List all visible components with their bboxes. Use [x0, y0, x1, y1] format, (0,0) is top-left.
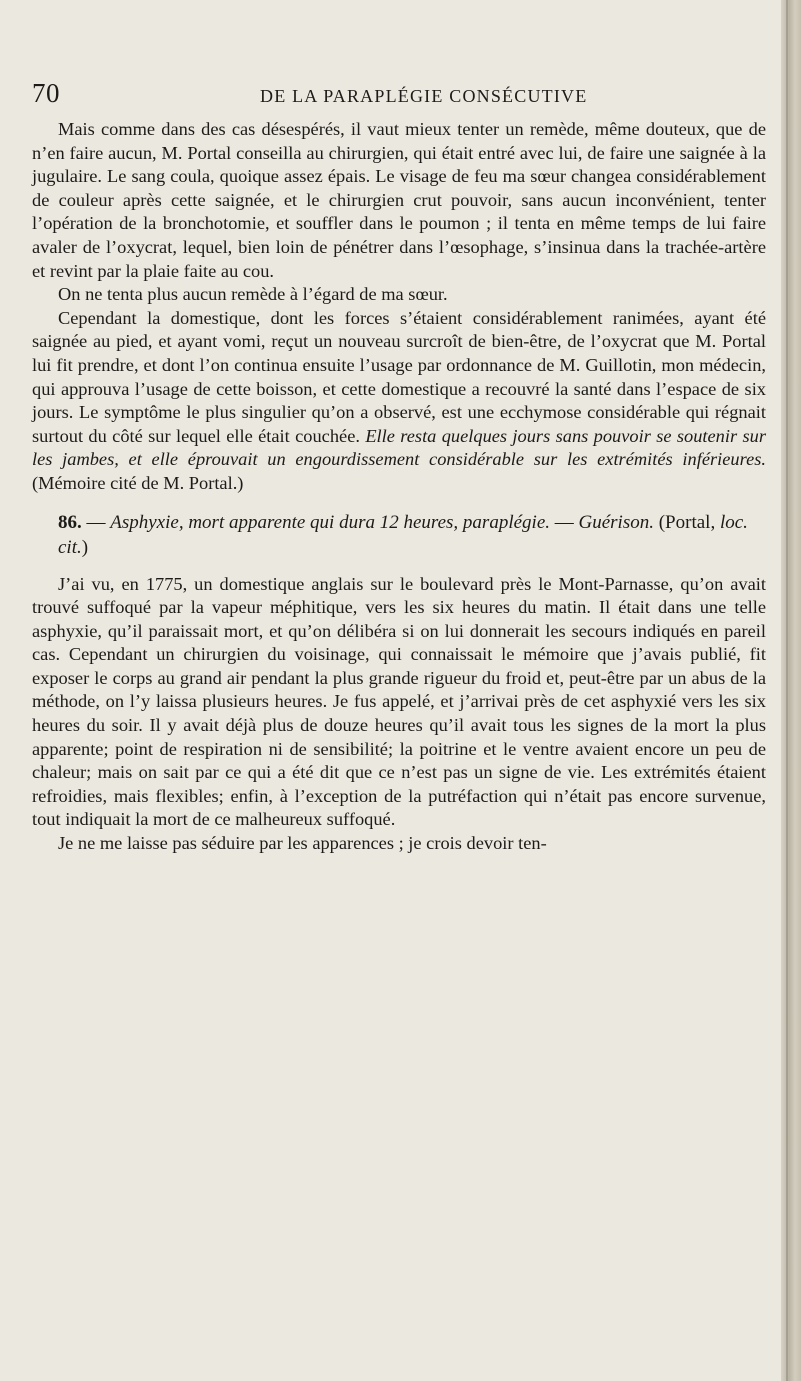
paragraph-5: Je ne me laisse pas séduire par les apparences ; je crois devoir ten-	[58, 833, 547, 854]
case-number: 86.	[58, 511, 82, 533]
paragraph-3-italic: Elle resta quelques jours sans pouvoir se soutenir sur les jambes, et elle éprouvait un engourdissement considérable sur les extrémités inférieures.	[32, 425, 766, 470]
case-cure: Guérison.	[578, 511, 654, 533]
paragraph-3	[32, 307, 766, 496]
case-source-end: )	[81, 536, 89, 558]
page-header	[32, 78, 762, 108]
page-edge-line	[786, 0, 788, 1381]
paragraph-4: J’ai vu, en 1775, un domestique anglais sur le boulevard près le Mont-Parnasse, qu’on avait trouvé suffoqué par la vapeur méphitique, vers les six heures du matin. Il était dans une telle asphyxie, qu’il paraissait mort, et qu’on délibéra si on lui donnerait les secours indiqués en pareil cas. Cependant un chirurgien du voisinage, qui connaissait le mémoire que j’avais publié, fit exposer le corps au grand air pendant la plus grande rigueur du froid et, peut-être par un abus de la méthode, on l’y laissa plusieurs heures. Je fus appelé, et j’arrivai près de cet asphyxié vers les six heures du soir. Il y avait déjà plus de douze heures qu’il avait tous les signes de la mort la plus apparente; point de respiration ni de sensibilité; la poitrine et le ventre avaient encore un peu de chaleur; mais on sait par ce qui a été dit que ce n’est pas un signe de vie. Les extrémités étaient refroidies, mais flexibles; enfin, à l’exception de la putréfaction qui n’était pas encore survenue, tout indiquait la mort de ce malheureux suffoqué.	[32, 573, 766, 830]
paragraph-3-text: Cependant la domestique, dont les forces s’étaient considérablement ranimées, ayant été saignée au pied, et ayant vomi, reçut un nouveau surcroît de bien-être, de l’oxycrat que M. Portal lui fit prendre, et dont l’on continua ensuite l’usage par ordonnance de M. Guillotin, mon médecin, qui approuva l’usage de cette boisson, et cette domestique a recouvré la santé dans l’espace de six jours. Le symptôme le plus singulier qu’on a observé, est une ecchymose considérable qui régnait surtout du côté sur lequel elle était couchée.	[32, 307, 766, 446]
case-source-italic: loc. cit.	[58, 511, 748, 558]
running-head: DE LA PARAPLÉGIE CONSÉCUTIVE	[260, 86, 588, 106]
paragraph-3-end: (Mémoire cité de M. Portal.)	[32, 472, 244, 493]
case-dash: —	[86, 511, 106, 533]
case-heading	[32, 510, 766, 560]
body-text	[32, 118, 766, 856]
case-source: (Portal,	[658, 511, 716, 533]
paragraph-1: Mais comme dans des cas désespérés, il vaut mieux tenter un remède, même douteux, que de n’en faire aucun, M. Portal conseilla au chirurgien, qui était entré avec lui, de faire une saignée à la jugulaire. Le sang coula, quoique assez épais. Le visage de feu ma sœur changea considérablement de couleur après cette saignée, et le chirurgien crut pouvoir, sans aucun inconvénient, tenter l’opération de la bronchotomie, et souffler dans le poumon ; il tenta en même temps de lui faire avaler de l’oxycrat, lequel, bien loin de pénétrer dans l’œsophage, s’insinua dans la trachée-artère et revint par la plaie faite au cou.	[32, 119, 766, 281]
page-edge-shadow	[781, 0, 801, 1381]
page-number: 70	[32, 78, 60, 108]
case-dash-2: —	[554, 511, 574, 533]
paragraph-2: On ne tenta plus aucun remède à l’égard de ma sœur.	[58, 284, 448, 305]
case-title: Asphyxie, mort apparente qui dura 12 heures, paraplégie.	[110, 511, 550, 533]
